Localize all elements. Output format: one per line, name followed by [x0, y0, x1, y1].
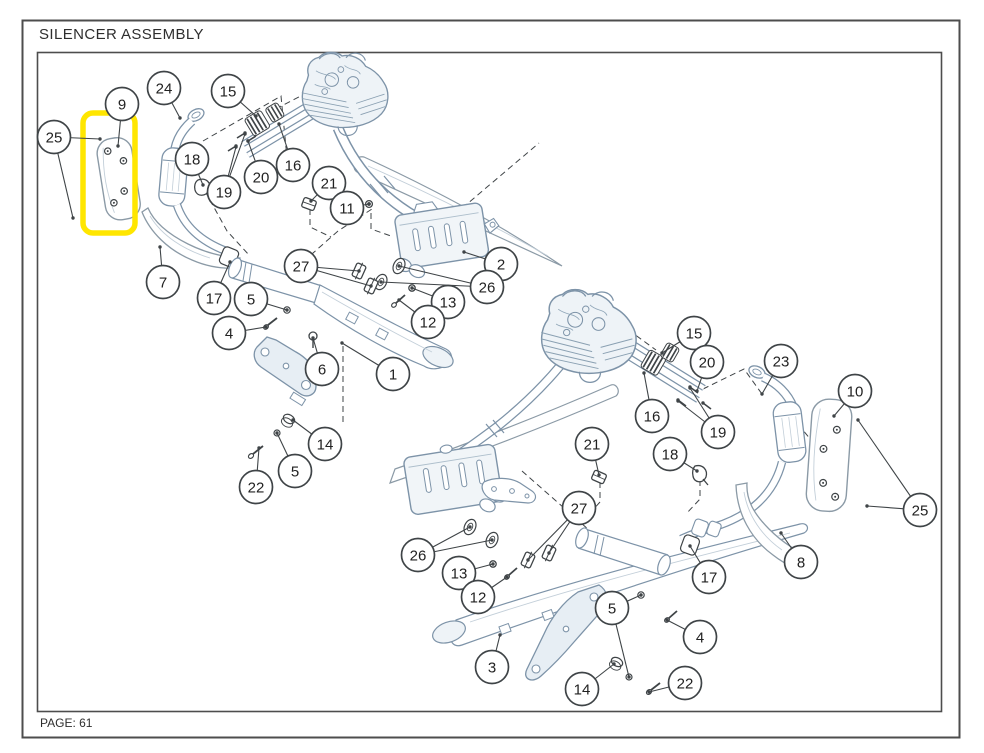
svg-text:5: 5: [246, 291, 256, 309]
callout-u14[interactable]: [309, 428, 342, 461]
svg-text:27: 27: [292, 258, 310, 276]
callout-l27[interactable]: [563, 492, 596, 525]
svg-text:16: 16: [643, 408, 661, 426]
callout-u25[interactable]: [38, 121, 71, 154]
svg-text:12: 12: [469, 589, 487, 607]
callout-u27[interactable]: [285, 250, 318, 283]
svg-text:18: 18: [183, 151, 201, 169]
svg-text:8: 8: [796, 554, 806, 572]
svg-text:22: 22: [676, 675, 694, 693]
svg-text:11: 11: [339, 200, 355, 218]
callout-u7[interactable]: [147, 266, 180, 299]
svg-text:18: 18: [661, 446, 679, 464]
svg-text:14: 14: [316, 436, 334, 454]
callout-u19[interactable]: [208, 176, 241, 209]
svg-text:26: 26: [409, 547, 427, 565]
callout-l4[interactable]: [684, 621, 717, 654]
svg-text:13: 13: [439, 294, 457, 312]
callout-u5a[interactable]: [235, 283, 268, 316]
svg-text:5: 5: [290, 463, 300, 481]
hook-clamp-18: [693, 466, 707, 482]
svg-text:17: 17: [205, 290, 223, 308]
page-title: SILENCER ASSEMBLY: [39, 26, 204, 43]
callout-l22[interactable]: [669, 667, 702, 700]
callout-u6[interactable]: [306, 353, 339, 386]
callout-l26[interactable]: [402, 539, 435, 572]
page-number-label: PAGE: 61: [40, 716, 93, 730]
callout-u17[interactable]: [198, 282, 231, 315]
svg-text:4: 4: [695, 629, 705, 647]
callout-l12[interactable]: [462, 581, 495, 614]
svg-text:9: 9: [117, 96, 127, 114]
callout-l15[interactable]: [678, 317, 711, 350]
svg-text:10: 10: [846, 383, 864, 401]
svg-text:21: 21: [320, 175, 338, 193]
callout-l16[interactable]: [636, 400, 669, 433]
heat-shield-10: [805, 398, 853, 513]
callout-u1[interactable]: [377, 358, 410, 391]
svg-text:20: 20: [698, 354, 716, 372]
callout-l17[interactable]: [693, 561, 726, 594]
svg-text:19: 19: [709, 424, 727, 442]
callout-u22[interactable]: [240, 471, 273, 504]
svg-text:23: 23: [772, 353, 790, 371]
callout-u4[interactable]: [213, 317, 246, 350]
callout-l18[interactable]: [654, 438, 687, 471]
svg-text:5: 5: [607, 600, 617, 618]
callout-u24[interactable]: [148, 72, 181, 105]
callout-u9[interactable]: [106, 88, 139, 121]
callout-u26[interactable]: [471, 271, 504, 304]
callout-l20[interactable]: [691, 346, 724, 379]
svg-text:6: 6: [317, 361, 327, 379]
callout-l23[interactable]: [765, 345, 798, 378]
svg-text:21: 21: [583, 436, 601, 454]
callout-u18[interactable]: [176, 143, 209, 176]
svg-text:25: 25: [911, 502, 929, 520]
svg-text:25: 25: [45, 129, 63, 147]
svg-text:14: 14: [573, 681, 591, 699]
callout-u5b[interactable]: [279, 455, 312, 488]
callout-l21[interactable]: [576, 428, 609, 461]
svg-text:15: 15: [219, 83, 237, 101]
callout-u16[interactable]: [277, 149, 310, 182]
callout-u20[interactable]: [245, 161, 278, 194]
svg-text:19: 19: [215, 184, 233, 202]
callout-l19[interactable]: [702, 416, 735, 449]
svg-text:2: 2: [496, 256, 506, 274]
svg-text:26: 26: [478, 279, 496, 297]
svg-text:22: 22: [247, 479, 265, 497]
callout-u11[interactable]: [331, 192, 364, 225]
svg-text:15: 15: [685, 325, 703, 343]
svg-text:1: 1: [388, 366, 398, 384]
svg-text:27: 27: [570, 500, 588, 518]
callout-u15[interactable]: [212, 75, 245, 108]
svg-text:17: 17: [700, 569, 718, 587]
svg-text:7: 7: [158, 274, 168, 292]
callout-l3[interactable]: [476, 651, 509, 684]
callout-l8[interactable]: [785, 546, 818, 579]
callout-l10[interactable]: [839, 375, 872, 408]
callout-u12[interactable]: [412, 306, 445, 339]
svg-text:3: 3: [487, 659, 497, 677]
svg-text:12: 12: [419, 314, 437, 332]
svg-text:24: 24: [155, 80, 173, 98]
svg-text:16: 16: [284, 157, 302, 175]
svg-text:20: 20: [252, 169, 270, 187]
callout-l14[interactable]: [566, 673, 599, 706]
svg-text:4: 4: [224, 325, 234, 343]
callout-l5[interactable]: [596, 592, 629, 625]
svg-text:13: 13: [450, 565, 468, 583]
callout-l25[interactable]: [904, 494, 937, 527]
